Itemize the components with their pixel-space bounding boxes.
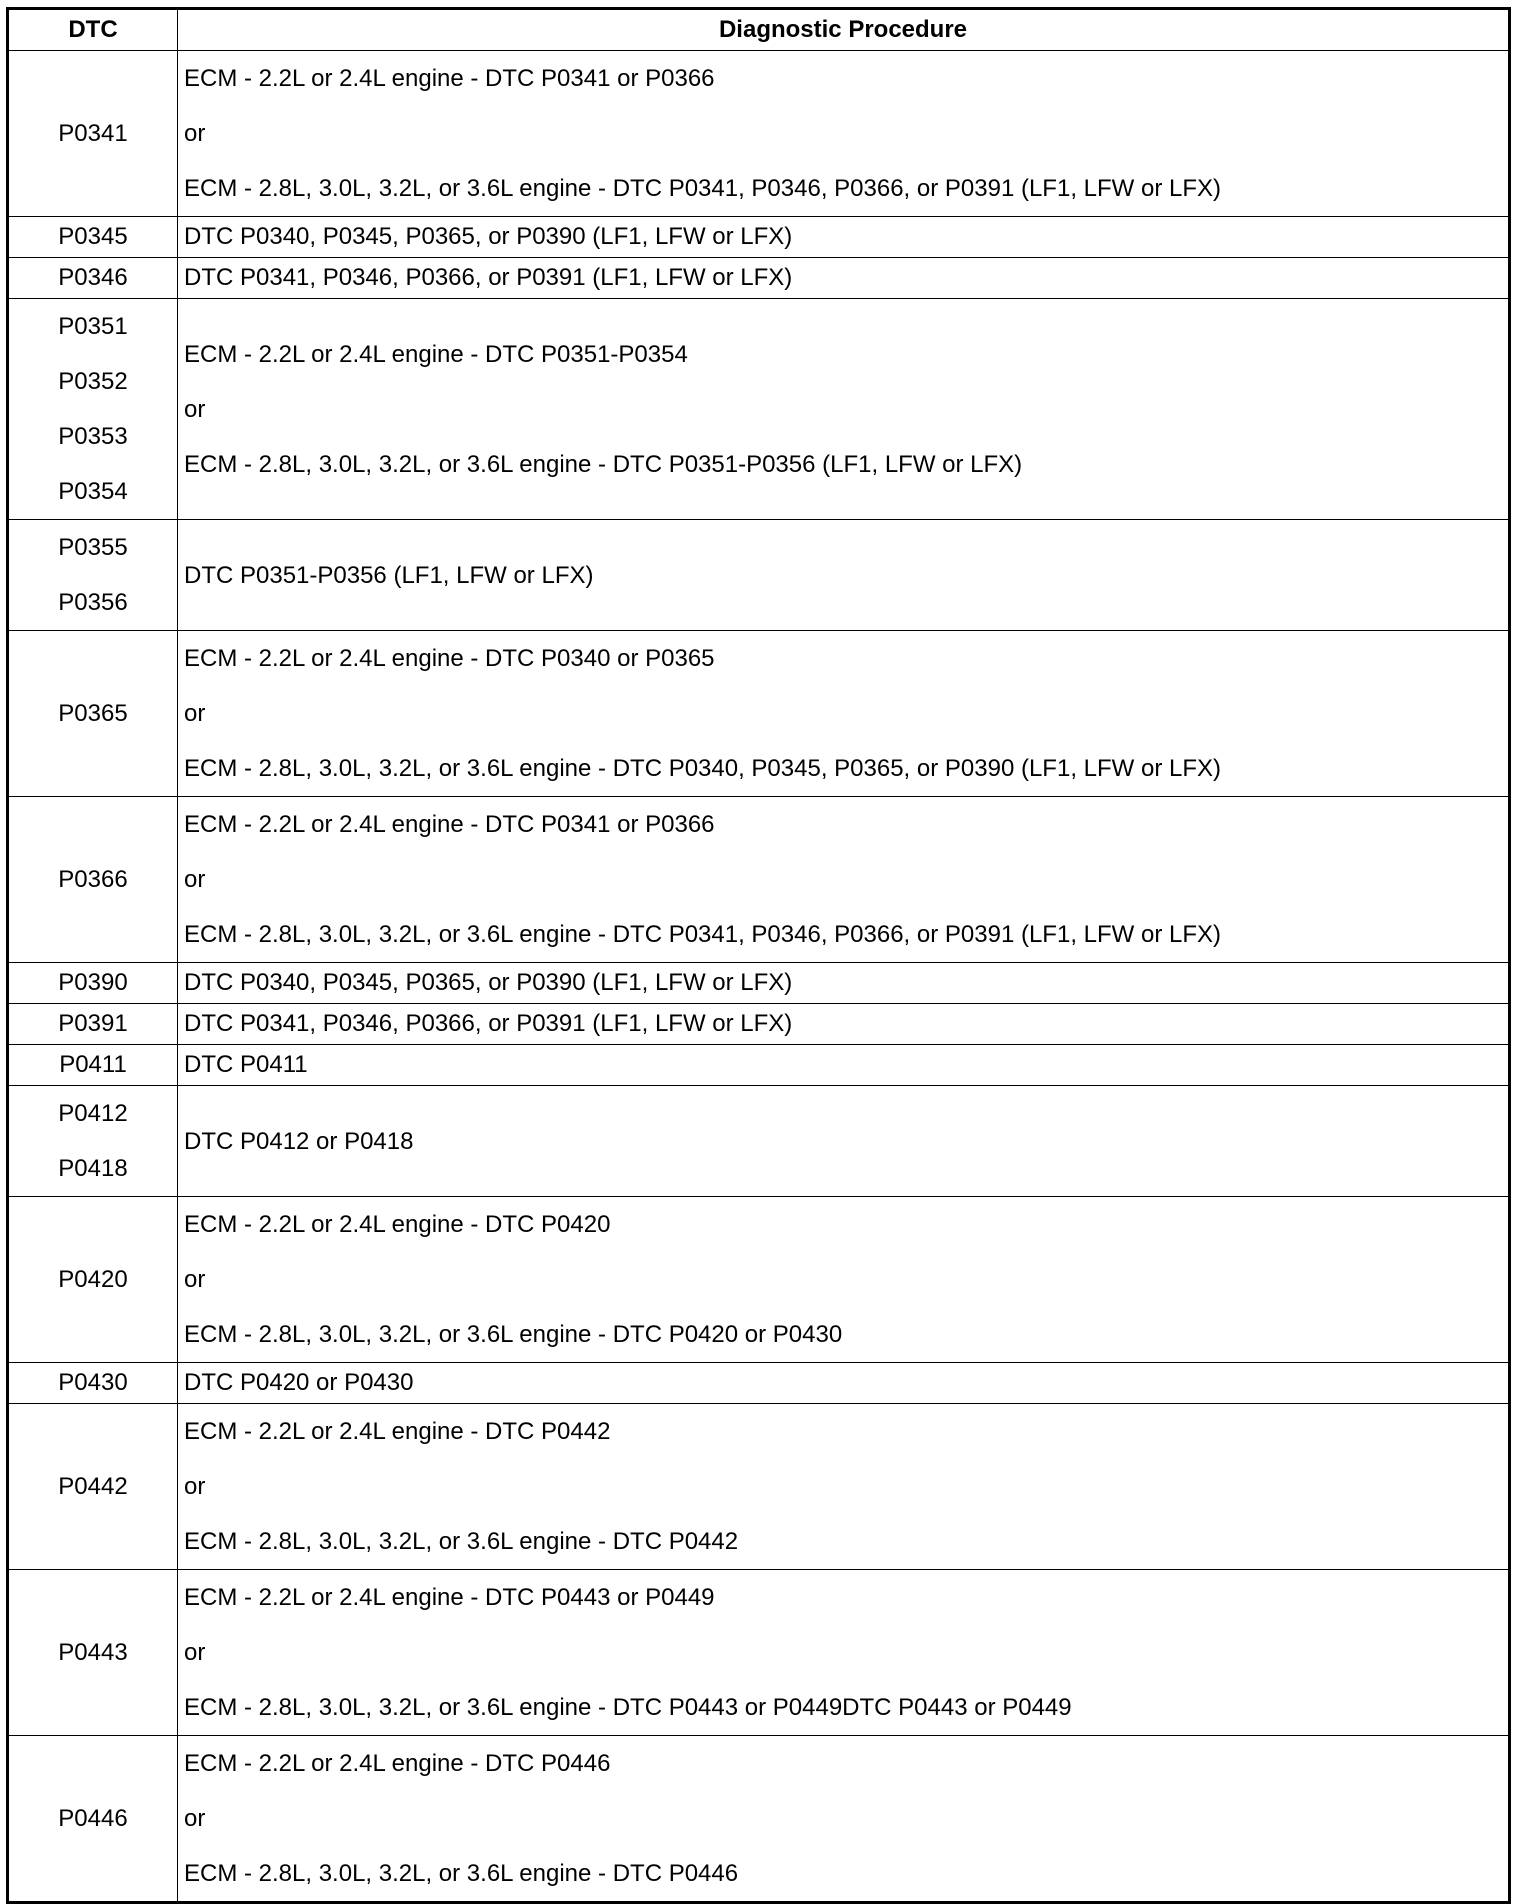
- dtc-table-container: [6, 7, 1511, 1904]
- dtc-code-cell: [8, 1363, 178, 1404]
- dtc-code-cell: [8, 217, 178, 258]
- dtc-code: P0345: [58, 223, 128, 250]
- dtc-code-cell: [8, 797, 178, 963]
- procedure-line: or: [184, 1805, 206, 1832]
- dtc-code: P0391: [58, 1010, 128, 1037]
- dtc-code: P0365: [58, 700, 128, 727]
- procedure-cell: [178, 217, 1510, 258]
- procedure-line: DTC P0411: [184, 1051, 308, 1078]
- procedure-line: DTC P0412 or P0418: [184, 1127, 414, 1155]
- procedure-line: ECM - 2.2L or 2.4L engine - DTC P0341 or P0366: [184, 65, 715, 92]
- dtc-code-cell: [8, 1404, 178, 1570]
- dtc-code: P0352: [58, 368, 128, 395]
- procedure-line: or: [184, 1639, 206, 1666]
- dtc-code: P0443: [58, 1639, 128, 1666]
- procedure-cell: [178, 963, 1510, 1004]
- dtc-code-cell: [8, 1045, 178, 1086]
- dtc-code-cell: [8, 631, 178, 797]
- procedure-line: DTC P0420 or P0430: [184, 1369, 414, 1396]
- procedure-line: ECM - 2.2L or 2.4L engine - DTC P0446: [184, 1750, 611, 1777]
- procedure-cell: [178, 1086, 1510, 1197]
- procedure-cell: [178, 520, 1510, 631]
- procedure-line: or: [184, 120, 206, 147]
- header-row: [8, 9, 1510, 51]
- dtc-code: P0351: [58, 313, 128, 340]
- procedure-line: or: [184, 700, 206, 727]
- procedure-cell: [178, 1197, 1510, 1363]
- procedure-line: DTC P0341, P0346, P0366, or P0391 (LF1, LFW or LFX): [184, 1010, 793, 1037]
- dtc-code-cell: [8, 1570, 178, 1736]
- procedure-line: or: [184, 1473, 206, 1500]
- table-row: [8, 520, 1510, 631]
- procedure-line: ECM - 2.8L, 3.0L, 3.2L, or 3.6L engine - DTC P0443 or P0449DTC P0443 or P0449: [184, 1694, 1072, 1721]
- procedure-line: ECM - 2.2L or 2.4L engine - DTC P0443 or P0449: [184, 1584, 715, 1611]
- dtc-code: P0355: [58, 534, 128, 561]
- header-dtc: DTC: [8, 9, 178, 51]
- table-row: [8, 299, 1510, 520]
- procedure-line: ECM - 2.2L or 2.4L engine - DTC P0340 or P0365: [184, 645, 715, 672]
- procedure-line: or: [184, 1266, 206, 1293]
- procedure-cell: [178, 51, 1510, 217]
- table-row: [8, 217, 1510, 258]
- table-row: [8, 1363, 1510, 1404]
- header-diagnostic-procedure: Diagnostic Procedure: [178, 9, 1510, 51]
- dtc-code: P0418: [58, 1155, 128, 1182]
- procedure-cell: [178, 631, 1510, 797]
- table-row: [8, 631, 1510, 797]
- procedure-line: ECM - 2.2L or 2.4L engine - DTC P0351-P0354: [184, 340, 688, 368]
- dtc-table: [6, 7, 1511, 1904]
- procedure-cell: [178, 299, 1510, 520]
- dtc-code-cell: [8, 1086, 178, 1197]
- dtc-code-cell: [8, 963, 178, 1004]
- procedure-line: DTC P0341, P0346, P0366, or P0391 (LF1, LFW or LFX): [184, 264, 793, 291]
- procedure-cell: [178, 1570, 1510, 1736]
- dtc-code: P0446: [58, 1805, 128, 1832]
- dtc-code: P0412: [58, 1100, 128, 1127]
- dtc-code: P0341: [58, 120, 128, 147]
- procedure-line: DTC P0340, P0345, P0365, or P0390 (LF1, LFW or LFX): [184, 969, 793, 996]
- procedure-line: ECM - 2.8L, 3.0L, 3.2L, or 3.6L engine - DTC P0351-P0356 (LF1, LFW or LFX): [184, 450, 1023, 478]
- procedure-cell: [178, 797, 1510, 963]
- table-row: [8, 963, 1510, 1004]
- table-row: [8, 1197, 1510, 1363]
- dtc-code-cell: [8, 1197, 178, 1363]
- procedure-line: ECM - 2.8L, 3.0L, 3.2L, or 3.6L engine - DTC P0341, P0346, P0366, or P0391 (LF1, LFW or LFX): [184, 921, 1221, 948]
- dtc-code: P0346: [58, 264, 128, 291]
- procedure-cell: [178, 1045, 1510, 1086]
- procedure-line: ECM - 2.8L, 3.0L, 3.2L, or 3.6L engine - DTC P0442: [184, 1528, 739, 1555]
- procedure-line: ECM - 2.8L, 3.0L, 3.2L, or 3.6L engine - DTC P0446: [184, 1860, 739, 1887]
- table-row: [8, 797, 1510, 963]
- procedure-line: ECM - 2.8L, 3.0L, 3.2L, or 3.6L engine - DTC P0341, P0346, P0366, or P0391 (LF1, LFW or LFX): [184, 175, 1221, 202]
- procedure-line: ECM - 2.2L or 2.4L engine - DTC P0420: [184, 1211, 611, 1238]
- procedure-line: ECM - 2.8L, 3.0L, 3.2L, or 3.6L engine - DTC P0420 or P0430: [184, 1321, 843, 1348]
- procedure-line: ECM - 2.8L, 3.0L, 3.2L, or 3.6L engine - DTC P0340, P0345, P0365, or P0390 (LF1, LFW or LFX): [184, 755, 1221, 782]
- table-row: [8, 1086, 1510, 1197]
- table-row: [8, 1570, 1510, 1736]
- dtc-code: P0356: [58, 589, 128, 616]
- table-row: [8, 1404, 1510, 1570]
- procedure-cell: [178, 258, 1510, 299]
- dtc-code-cell: [8, 1736, 178, 1903]
- dtc-code: P0353: [58, 423, 128, 450]
- table-row: [8, 1736, 1510, 1903]
- procedure-cell: [178, 1363, 1510, 1404]
- dtc-code: P0430: [58, 1369, 128, 1396]
- dtc-code: P0354: [58, 478, 128, 505]
- table-row: [8, 1045, 1510, 1086]
- procedure-line: or: [184, 395, 206, 423]
- procedure-line: or: [184, 866, 206, 893]
- dtc-code: P0420: [58, 1266, 128, 1293]
- procedure-line: ECM - 2.2L or 2.4L engine - DTC P0442: [184, 1418, 611, 1445]
- dtc-code-cell: [8, 299, 178, 520]
- procedure-cell: [178, 1736, 1510, 1903]
- dtc-code-cell: [8, 520, 178, 631]
- procedure-cell: [178, 1404, 1510, 1570]
- dtc-code-cell: [8, 1004, 178, 1045]
- dtc-code: P0442: [58, 1473, 128, 1500]
- procedure-line: DTC P0351-P0356 (LF1, LFW or LFX): [184, 561, 594, 589]
- procedure-line: DTC P0340, P0345, P0365, or P0390 (LF1, LFW or LFX): [184, 223, 793, 250]
- table-row: [8, 258, 1510, 299]
- table-row: [8, 51, 1510, 217]
- dtc-code: P0411: [59, 1051, 127, 1078]
- table-row: [8, 1004, 1510, 1045]
- procedure-line: ECM - 2.2L or 2.4L engine - DTC P0341 or P0366: [184, 811, 715, 838]
- dtc-code: P0366: [58, 866, 128, 893]
- dtc-code-cell: [8, 258, 178, 299]
- procedure-cell: [178, 1004, 1510, 1045]
- table-body: [8, 51, 1510, 1903]
- dtc-code-cell: [8, 51, 178, 217]
- dtc-code: P0390: [58, 969, 128, 996]
